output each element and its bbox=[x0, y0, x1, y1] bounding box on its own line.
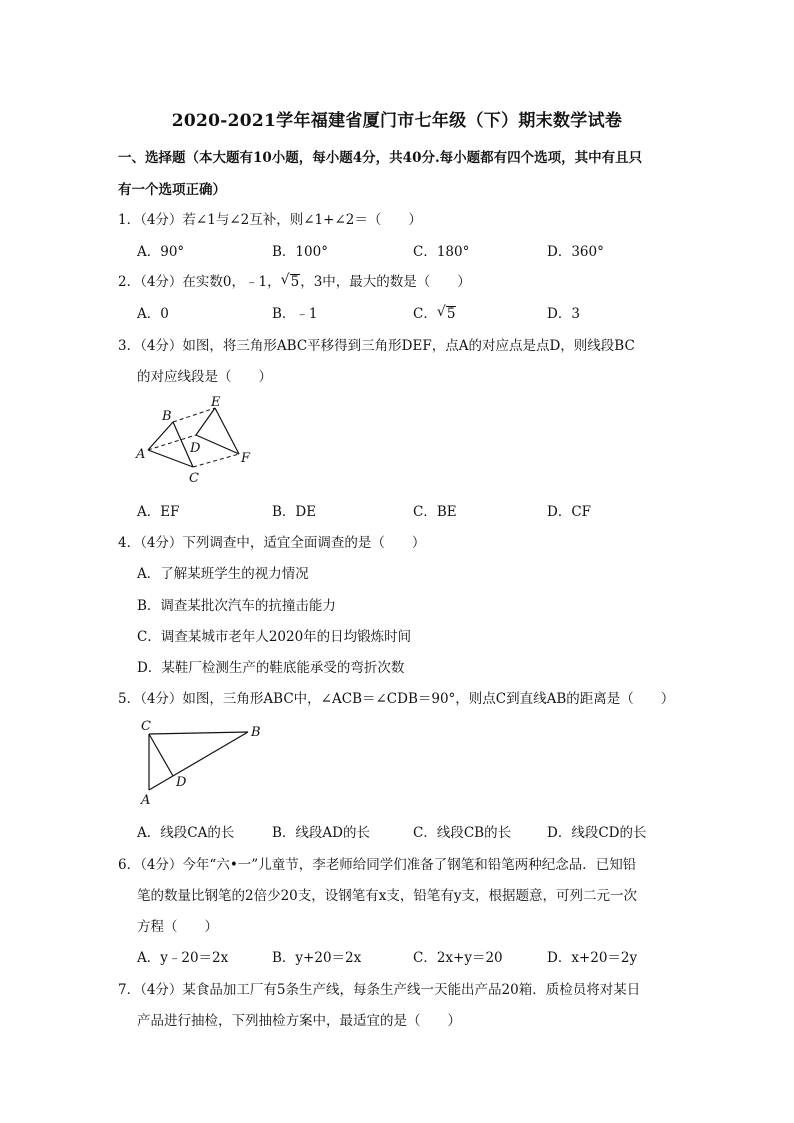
q1-option-b: B．100° bbox=[272, 244, 328, 260]
q7-stem-line2: 产品进行抽检，下列抽检方案中，最适宜的是（ ） bbox=[137, 1013, 461, 1029]
label-c: C bbox=[189, 471, 199, 486]
dashed-be bbox=[173, 408, 215, 422]
q2-option-c-label: C． bbox=[413, 306, 437, 322]
segment-ab bbox=[148, 422, 173, 450]
q2-radicand: 5 bbox=[290, 274, 300, 290]
q2-option-c-radicand: 5 bbox=[446, 306, 456, 322]
q2-option-d: D．3 bbox=[547, 306, 580, 322]
exam-title: 2020-2021学年福建省厦门市七年级（下）期末数学试卷 bbox=[171, 111, 623, 131]
section-heading-line2: 有一个选项正确） bbox=[118, 182, 226, 198]
q6-stem-line3: 方程（ ） bbox=[137, 919, 218, 935]
label-d: D bbox=[176, 775, 187, 790]
q1-option-d: D．360° bbox=[547, 244, 604, 260]
q5-option-c: C．线段CB的长 bbox=[413, 825, 512, 841]
q4-option-d: D．某鞋厂检测生产的鞋底能承受的弯折次数 bbox=[137, 660, 405, 676]
q2-option-a: A．0 bbox=[137, 306, 169, 322]
q4-option-a: A．了解某班学生的视力情况 bbox=[137, 566, 309, 582]
sqrt-symbol: √ 5 bbox=[280, 272, 300, 290]
q4-stem: 4．（4分）下列调查中，适宜全面调查的是（ ） bbox=[118, 535, 426, 551]
q2-option-b: B．﹣1 bbox=[272, 306, 318, 322]
q3-option-d: D．CF bbox=[547, 504, 592, 520]
q3-translation-figure bbox=[128, 390, 268, 490]
label-b: B bbox=[251, 725, 261, 740]
label-a: A bbox=[141, 793, 151, 808]
label-c: C bbox=[141, 719, 151, 734]
q4-option-c: C．调查某城市老年人2020年的日均锻炼时间 bbox=[137, 629, 412, 645]
q6-option-c: C．2x+y＝20 bbox=[413, 950, 503, 966]
q2-stem-after: ，3中，最大的数是（ ） bbox=[300, 274, 471, 290]
q1-option-c: C．180° bbox=[413, 244, 470, 260]
q5-right-triangle-figure bbox=[135, 712, 270, 808]
label-a: A bbox=[136, 447, 146, 462]
segment-cd bbox=[149, 734, 173, 776]
q6-stem-line1: 6．（4分）今年“六•一”儿童节，李老师给同学们准备了钢笔和铅笔两种纪念品．已知铅 bbox=[118, 857, 637, 873]
q6-option-b: B．y+20＝2x bbox=[272, 950, 362, 966]
q3-option-a: A．EF bbox=[137, 504, 180, 520]
q5-option-b: B．线段AD的长 bbox=[272, 825, 370, 841]
q3-stem-line2: 的对应线段是（ ） bbox=[137, 369, 272, 385]
q3-option-c: C．BE bbox=[413, 504, 457, 520]
segment-cb bbox=[149, 732, 248, 734]
section-heading-line1: 一、选择题（本大题有10小题，每小题4分，共40分.每小题都有四个选项，其中有且只 bbox=[118, 150, 643, 166]
label-e: E bbox=[211, 395, 221, 410]
q1-stem: 1．（4分）若∠1与∠2互补，则∠1+∠2＝（ ） bbox=[118, 212, 422, 228]
q1-option-a: A．90° bbox=[137, 244, 185, 260]
q4-option-b: B．调查某批次汽车的抗撞击能力 bbox=[137, 598, 336, 614]
q2-stem bbox=[118, 270, 471, 290]
q6-stem-line2: 笔的数量比钢笔的2倍少20支，设钢笔有x支，铅笔有y支，根据题意，可列二元一次 bbox=[137, 888, 638, 904]
q6-option-d: D．x+20＝2y bbox=[547, 950, 638, 966]
segment-df bbox=[196, 435, 239, 454]
segment-de bbox=[196, 408, 215, 435]
q2-option-c bbox=[413, 302, 456, 322]
label-b: B bbox=[162, 409, 172, 424]
label-f: F bbox=[241, 451, 251, 466]
q3-option-b: B．DE bbox=[272, 504, 317, 520]
sqrt-symbol: √ 5 bbox=[436, 304, 456, 322]
segment-ef bbox=[215, 408, 239, 454]
q3-stem-line1: 3．（4分）如图，将三角形ABC平移得到三角形DEF，点A的对应点是点D，则线段BC bbox=[118, 338, 635, 354]
q6-option-a: A．y﹣20＝2x bbox=[137, 950, 229, 966]
q5-option-a: A．线段CA的长 bbox=[137, 825, 235, 841]
q2-stem-before: 2．（4分）在实数0，﹣1， bbox=[118, 274, 281, 290]
label-d: D bbox=[190, 441, 201, 456]
q5-option-d: D．线段CD的长 bbox=[547, 825, 647, 841]
q7-stem-line1: 7．（4分）某食品加工厂有5条生产线，每条生产线一天能出产品20箱．质检员将对某日 bbox=[118, 982, 641, 998]
q5-stem: 5．（4分）如图，三角形ABC中，∠ACB＝∠CDB＝90°，则点C到直线AB的距离是（ ） bbox=[118, 691, 675, 707]
